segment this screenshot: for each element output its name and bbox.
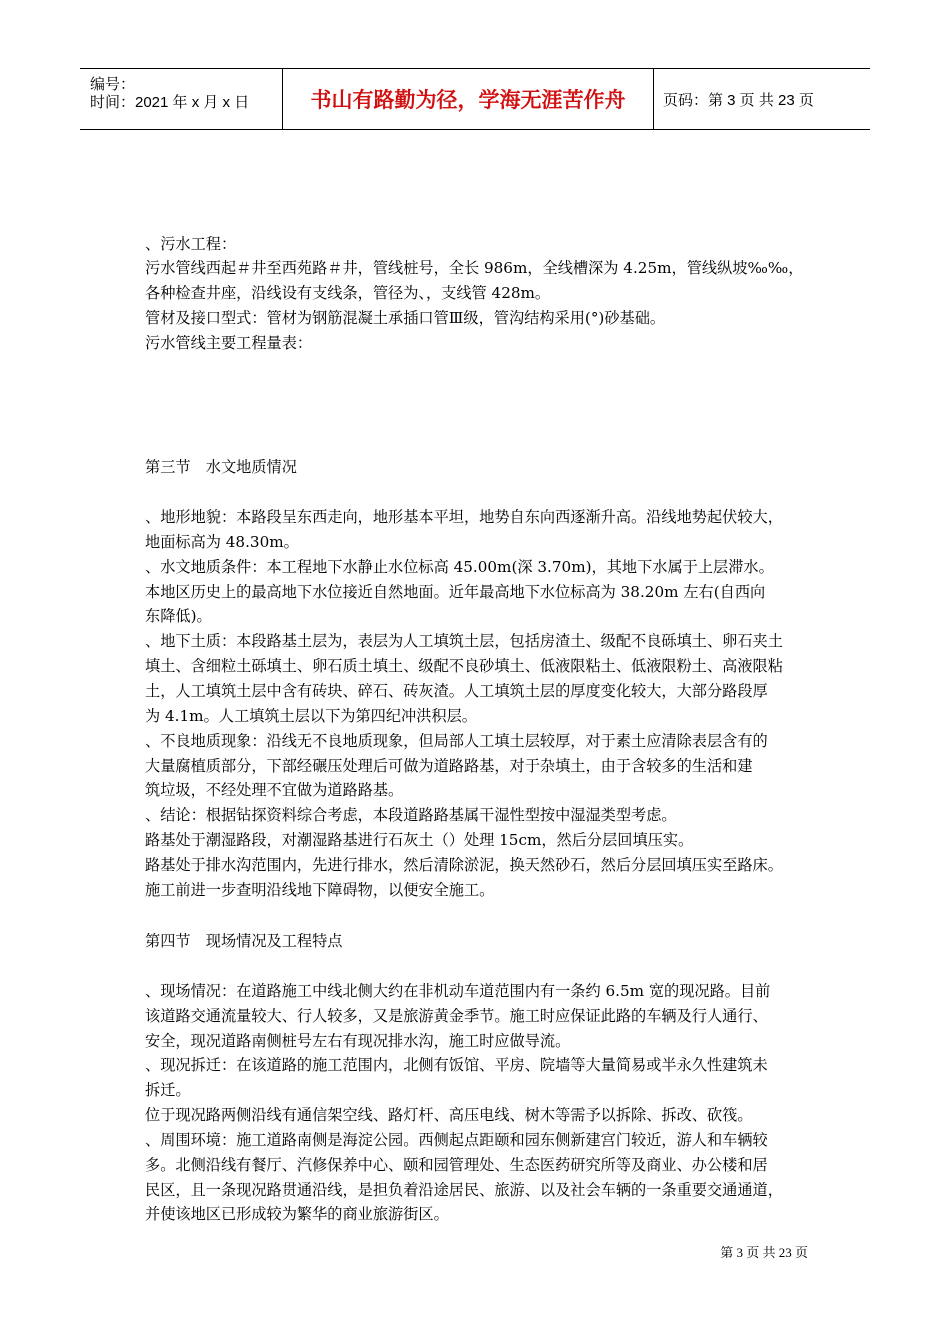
time-label: 时间：2021 年 x 月 x 日 xyxy=(90,94,250,111)
paragraph-line: 民区，且一条现况路贯通沿线，是担负着沿途居民、旅游、以及社会车辆的一条重要交通通道， xyxy=(145,1181,783,1199)
paragraph-line: 并使该地区已形成较为繁华的商业旅游街区。 xyxy=(145,1205,449,1223)
paragraph-line: 筑垃圾，不经处理不宜做为道路路基。 xyxy=(145,781,404,799)
paragraph-line: 土，人工填筑土层中含有砖块、碎石、砖灰渣。人工填筑土层的厚度变化较大，大部分路段厚 xyxy=(145,682,768,700)
paragraph-line: 污水管线主要工程量表： xyxy=(145,334,313,352)
section-heading-3: 第三节 水文地质情况 xyxy=(145,458,297,476)
paragraph-line: 、不良地质现象：沿线无不良地质现象，但局部人工填土层较厚，对于素土应清除表层含有的 xyxy=(145,732,768,750)
page-footer: 第 3 页 共 23 页 xyxy=(720,1245,808,1260)
paragraph-line: 地面标高为 48.30m。 xyxy=(145,533,299,551)
paragraph-line: 路基处于排水沟范围内，先进行排水，然后清除淤泥，换天然砂石，然后分层回填压实至路床。 xyxy=(145,856,783,874)
paragraph-line: 位于现况路两侧沿线有通信架空线、路灯杆、高压电线、树木等需予以拆除、拆改、砍筏。 xyxy=(145,1106,753,1124)
paragraph-line: 安全，现况道路南侧桩号左右有现况排水沟，施工时应做导流。 xyxy=(145,1032,571,1050)
sewage-section-heading: 、污水工程： xyxy=(145,235,237,253)
section-heading-4: 第四节 现场情况及工程特点 xyxy=(145,932,343,950)
paragraph-line: 、现场情况：在道路施工中线北侧大约在非机动车道范围内有一条约 6.5m 宽的现况路。目前 xyxy=(145,982,771,1000)
paragraph-line: 、地形地貌：本路段呈东西走向，地形基本平坦，地势自东向西逐渐升高。沿线地势起伏较大， xyxy=(145,508,783,526)
paragraph-line: 、地下土质：本段路基土层为，表层为人工填筑土层，包括房渣土、级配不良砾填土、卵石夹土 xyxy=(145,632,783,650)
header-divider xyxy=(653,69,654,129)
paragraph-line: 大量腐植质部分，下部经碾压处理后可做为道路路基，对于杂填土，由于含较多的生活和建 xyxy=(145,757,753,775)
page-number-label: 页码：第 3 页 共 23 页 xyxy=(663,91,814,109)
paragraph-line: 本地区历史上的最高地下水位接近自然地面。近年最高地下水位标高为 38.20m 左右(自西向 xyxy=(145,583,766,601)
paragraph-line: 污水管线西起＃井至西苑路＃井，管线桩号，全长 986m，全线槽深为 4.25m，管线纵坡‰‰， xyxy=(145,259,804,277)
number-label: 编号： xyxy=(90,76,136,93)
paragraph-line: 管材及接口型式：管材为钢筋混凝土承插口管Ⅲ级，管沟结构采用(°)砂基础。 xyxy=(145,309,666,327)
paragraph-line: 施工前进一步查明沿线地下障碍物，以便安全施工。 xyxy=(145,881,495,899)
paragraph-line: 、结论：根据钻探资料综合考虑，本段道路路基属干湿性型按中湿湿类型考虑。 xyxy=(145,806,677,824)
paragraph-line: 为 4.1m。人工填筑土层以下为第四纪冲洪积层。 xyxy=(145,707,477,725)
paragraph-line: 、水文地质条件：本工程地下水静止水位标高 45.00m(深 3.70m)，其地下水属于上层滞水。 xyxy=(145,558,774,576)
paragraph-line: 多。北侧沿线有餐厅、汽修保养中心、颐和园管理处、生态医药研究所等及商业、办公楼和居 xyxy=(145,1156,768,1174)
paragraph-line: 、周围环境：施工道路南侧是海淀公园。西侧起点距颐和园东侧新建宫门较近，游人和车辆较 xyxy=(145,1131,768,1149)
paragraph-line: 各种检查井座，沿线设有支线条，管径为、，支线管 428m。 xyxy=(145,284,551,302)
page-header xyxy=(80,68,870,130)
paragraph-line: 填土、含细粒土砾填土、卵石质土填土、级配不良砂填土、低液限粘土、低液限粉土、高液限粘 xyxy=(145,657,783,675)
header-motto: 书山有路勤为径，学海无涯苦作舟 xyxy=(310,88,626,112)
paragraph-line: 路基处于潮湿路段，对潮湿路基进行石灰土（）处理 15cm，然后分层回填压实。 xyxy=(145,831,694,849)
paragraph-line: 、现况拆迁：在该道路的施工范围内，北侧有饭馆、平房、院墙等大量简易或半永久性建筑未 xyxy=(145,1056,768,1074)
paragraph-line: 该道路交通流量较大、行人较多，又是旅游黄金季节。施工时应保证此路的车辆及行人通行、 xyxy=(145,1007,768,1025)
paragraph-line: 东降低)。 xyxy=(145,607,212,625)
paragraph-line: 拆迁。 xyxy=(145,1081,191,1099)
header-meta xyxy=(80,69,282,129)
